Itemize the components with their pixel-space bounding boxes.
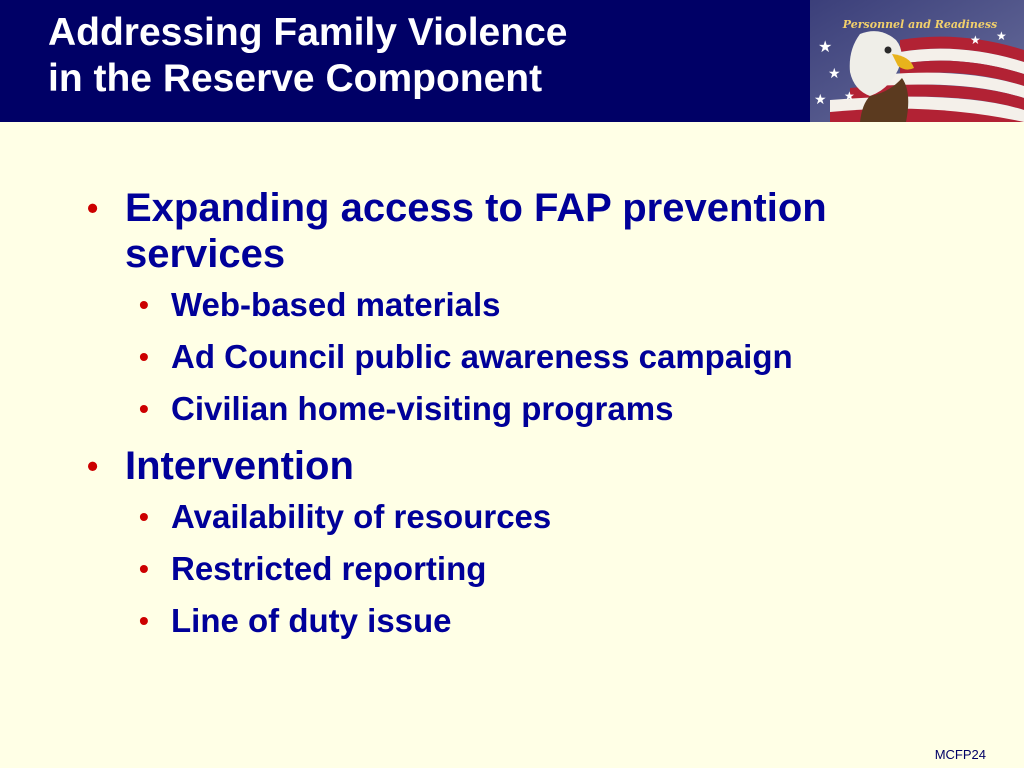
svg-text:★: ★ — [996, 29, 1007, 43]
sub-bullet-restricted-reporting — [85, 549, 985, 589]
bullet-list — [85, 185, 985, 653]
svg-text:★: ★ — [828, 66, 841, 82]
bullet-icon: • — [139, 289, 149, 320]
svg-text:★: ★ — [814, 92, 827, 108]
personnel-readiness-banner — [810, 0, 1024, 122]
slide-title — [48, 10, 567, 102]
bullet-item-expanding-access — [85, 185, 985, 277]
bullet-icon: • — [139, 605, 149, 636]
banner-text: Personnel and Readiness — [842, 18, 998, 31]
bullet-icon: • — [139, 341, 149, 372]
sub-bullet-text: Ad Council public awareness campaign — [171, 338, 793, 375]
bullet-icon: • — [139, 393, 149, 424]
sub-bullet-line-of-duty — [85, 601, 985, 641]
sub-bullet-resources — [85, 497, 985, 537]
sub-bullet-text: Availability of resources — [171, 498, 552, 535]
bullet-icon: • — [139, 501, 149, 532]
svg-text:★: ★ — [818, 37, 833, 56]
sub-bullet-ad-council — [85, 337, 985, 377]
slide-number: MCFP24 — [934, 747, 986, 762]
bullet-text: Expanding access to FAP prevention services — [125, 186, 827, 276]
flag-eagle-image — [810, 0, 1024, 122]
sub-bullet-text: Line of duty issue — [171, 602, 452, 639]
sub-bullet-text: Web-based materials — [171, 286, 501, 323]
sub-bullet-web-based — [85, 285, 985, 325]
sub-bullet-home-visiting — [85, 389, 985, 429]
bullet-icon: • — [87, 190, 99, 226]
sub-bullet-text: Restricted reporting — [171, 550, 487, 587]
svg-text:★: ★ — [844, 89, 855, 103]
bullet-text: Intervention — [125, 444, 354, 488]
bullet-icon: • — [87, 448, 99, 484]
title-bar — [0, 0, 1024, 122]
bullet-item-intervention — [85, 443, 985, 489]
title-line-2: in the Reserve Component — [48, 57, 543, 100]
sub-bullet-text: Civilian home-visiting programs — [171, 390, 674, 427]
bullet-icon: • — [139, 553, 149, 584]
title-line-1: Addressing Family Violence — [48, 11, 568, 54]
svg-text:★: ★ — [970, 33, 981, 47]
